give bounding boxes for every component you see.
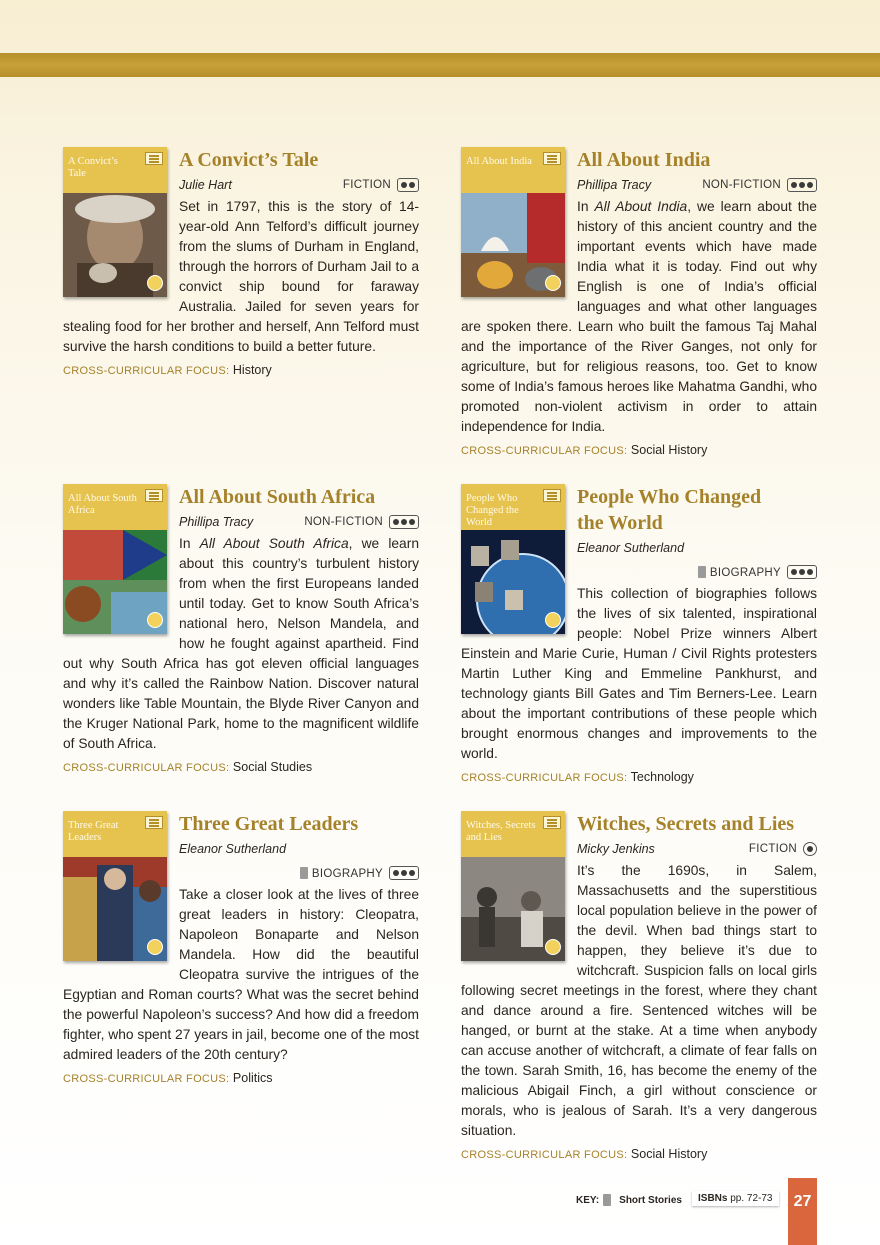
header-band [0,53,880,77]
series-logo-icon [543,816,561,829]
book-author: Micky Jenkins [577,842,655,856]
level-badge-icon [147,939,163,955]
page-number: 27 [788,1178,817,1245]
book-description: Set in 1797, this is the story of 14-year-old Ann Telford’s difficult journey from the slums of Durham in England, through the horrors of Durham Jail to a convict ship bound for faraway Australia. Jailed for seven years for stealing food for her brother and herself, Ann Telford must survive the harsh conditions to build a better future. [63,199,419,354]
curricular-focus: CROSS-CURRICULAR FOCUS: Politics [63,1071,273,1085]
cover-title: Witches, Secrets and Lies [466,820,536,843]
level-dots-icon [803,842,817,856]
curricular-focus: CROSS-CURRICULAR FOCUS: History [63,363,272,377]
book-cover[interactable] [461,147,565,297]
book-cover[interactable] [63,811,167,961]
short-stories-icon [300,867,308,879]
isbn-reference: ISBNs pp. 72-73 [692,1191,779,1206]
series-logo-icon [543,152,561,165]
book-title: Witches, Secrets and Lies [577,813,795,835]
curricular-focus: CROSS-CURRICULAR FOCUS: Social History [461,1147,708,1161]
book-entry [461,147,817,457]
cover-title: All About South Africa [68,493,137,516]
book-description: It’s the 1690s, in Salem, Massachusetts and the superstitious local population believe in the power of the devil. When bad things start to happen, they believe it’s due to witchcraft. Suspicion falls on local girls following secret meetings in the forest, where they chant and dance around a fire. Sentenced witches will be hanged, or burnt at the stake. At a time when anybody can accuse another of witchcraft, a climate of fear falls on the town. Sarah Smith, 16, has become the enemy of the malicious Abigail Finch, a girl without conscience or morals, who is jealous of Sarah. It’s a very dangerous situation. [461,863,817,1138]
book-entry [461,811,817,1161]
genre-label: FICTION [342,179,391,191]
genre-label: BIOGRAPHY [300,867,383,880]
book-cover[interactable] [63,147,167,297]
book-cover[interactable] [63,484,167,634]
level-badge-icon [545,275,561,291]
series-logo-icon [145,152,163,165]
level-badge-icon [545,612,561,628]
cover-title: A Convict’s Tale [68,156,118,179]
level-dots-icon [787,565,817,579]
genre-label: NON-FICTION [304,516,383,528]
cover-title: People Who Changed the World [466,493,519,528]
series-logo-icon [145,816,163,829]
book-author: Julie Hart [179,178,232,192]
book-author: Eleanor Sutherland [179,842,287,856]
book-author: Phillipa Tracy [577,178,652,192]
book-entry [63,811,419,1085]
series-logo-icon [543,489,561,502]
book-title: All About South Africa [179,486,376,508]
book-cover[interactable] [461,484,565,634]
genre-label: BIOGRAPHY [698,566,781,579]
book-entry [461,484,817,784]
book-description: This collection of biographies follows the lives of six talented, inspirational people: Nobel Prize winners Albert Einstein and Marie Curie, Human / Civil Rights protesters Martin Luther King and Emmeline Pankhurst, and technology giants Bill Gates and Tim Berners-Lee. Learn about the important contributions of these people which brought enormous changes and improvements to the world. [461,586,817,761]
level-badge-icon [147,275,163,291]
book-title: People Who Changed the World [577,486,762,534]
page-footer [0,1178,880,1245]
book-cover[interactable] [461,811,565,961]
level-badge-icon [545,939,561,955]
level-dots-icon [397,178,419,192]
level-dots-icon [389,866,419,880]
book-description: In All About India, we learn about the history of this ancient country and the important events which have made India what it is today. Find out why English is one of India’s official languages and what other languages are spoken there. Learn who built the famous Taj Mahal and the importance of the River Ganges, not only for agriculture, but for religious reasons, too. Get to know some of India’s famous heroes like Mahatma Gandhi, who promoted non-violent activism in order to attain independence for India. [461,199,817,434]
curricular-focus: CROSS-CURRICULAR FOCUS: Technology [461,770,694,784]
series-logo-icon [145,489,163,502]
book-description: Take a closer look at the lives of three great leaders in history: Cleopatra, Napoleon Bonaparte and Nelson Mandela. How did the beautiful Cleopatra survive the intrigues of the Egyptian and Roman courts? What was the secret behind the powerful Napoleon’s success? And how did a freedom fighter, who spent 27 years in jail, become one of the most admired leaders of the 20th century? [63,887,419,1062]
curricular-focus: CROSS-CURRICULAR FOCUS: Social Studies [63,760,313,774]
cover-title: Three Great Leaders [68,820,119,843]
book-description: In All About South Africa, we learn about this country’s turbulent history from when the first Europeans landed until today. Get to know South Africa’s national hero, Nelson Mandela, and how he fought against apartheid. Find out why South Africa has got eleven official languages and why it’s called the Rainbow Nation. Discover natural wonders like Table Mountain, the Blyde River Canyon and the Kruger National Park, home to the magnificent wildlife of South Africa. [63,536,420,751]
curricular-focus: CROSS-CURRICULAR FOCUS: Social History [461,443,708,457]
level-badge-icon [147,612,163,628]
book-author: Eleanor Sutherland [577,541,685,555]
book-title: A Convict’s Tale [179,149,319,171]
book-entry [63,147,419,377]
book-title: All About India [577,149,711,171]
short-stories-icon [698,566,706,578]
level-dots-icon [787,178,817,192]
cover-title: All About India [466,156,532,167]
genre-label: NON-FICTION [702,179,781,191]
short-stories-icon [603,1194,611,1206]
genre-label: FICTION [748,843,797,855]
book-entry [63,484,419,774]
book-title: Three Great Leaders [179,813,359,835]
book-author: Phillipa Tracy [179,515,254,529]
level-dots-icon [389,515,419,529]
key-legend: KEY: Short Stories [576,1194,682,1206]
